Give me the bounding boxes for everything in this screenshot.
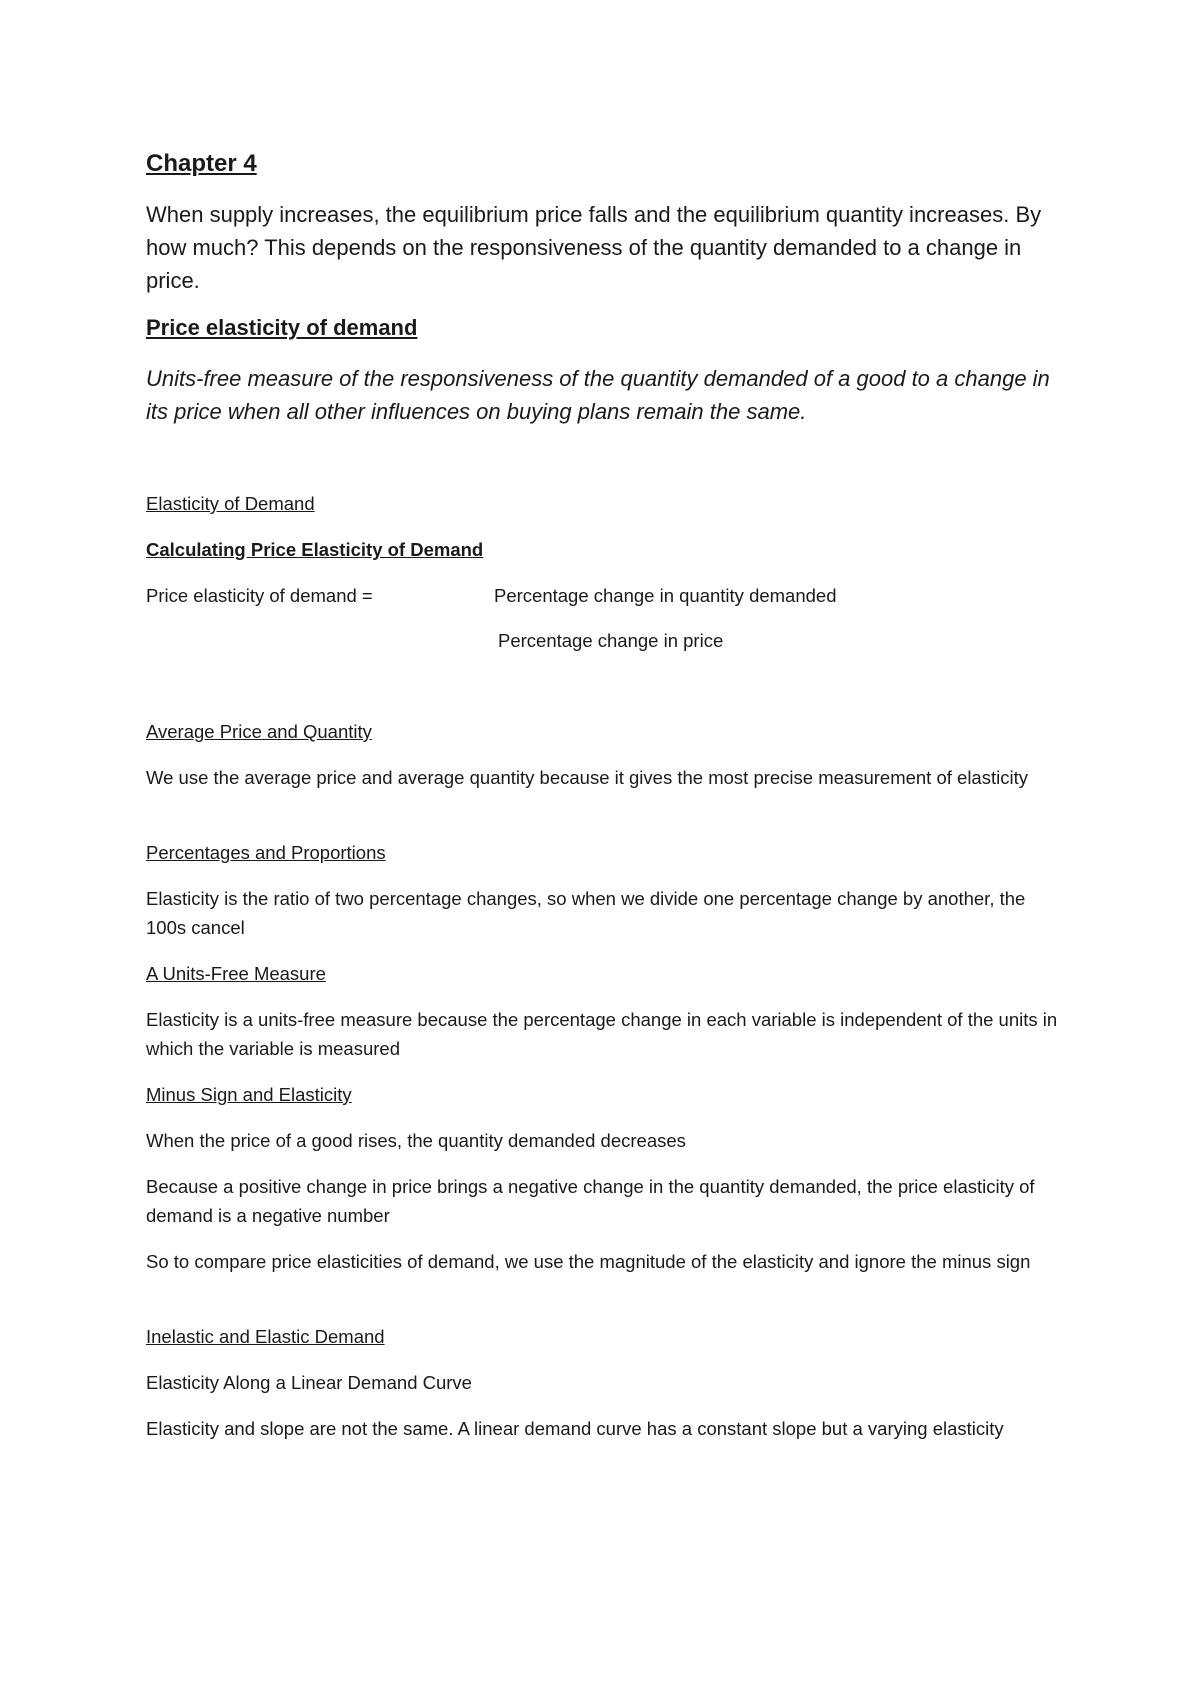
chapter-title: Chapter 4 xyxy=(146,150,257,177)
formula-left: Price elasticity of demand = xyxy=(146,585,373,606)
units-text: Elasticity is a units-free measure because the percentage change in each variable is independent of the units in which the variable is measured xyxy=(146,1009,1058,1059)
pct-heading: Percentages and Proportions xyxy=(146,842,386,863)
linear-text: Elasticity and slope are not the same. A linear demand curve has a constant slope but a varying elasticity xyxy=(146,1418,1004,1439)
intro-paragraph: When supply increases, the equilibrium price falls and the equilibrium quantity increases. By how much? This depends on the responsiveness of the quantity demanded to a change in price. xyxy=(146,202,1042,293)
pct-text: Elasticity is the ratio of two percentage changes, so when we divide one percentage change by another, the 100s cancel xyxy=(146,888,1026,938)
inelastic-heading: Inelastic and Elastic Demand xyxy=(146,1326,385,1347)
ped-heading: Price elasticity of demand xyxy=(146,315,418,340)
ped-definition: Units-free measure of the responsiveness of the quantity demanded of a good to a change in its price when all other influences on buying plans remain the same. xyxy=(146,366,1050,424)
elasticity-heading: Elasticity of Demand xyxy=(146,493,315,514)
minus-text-1: When the price of a good rises, the quantity demanded decreases xyxy=(146,1130,686,1151)
units-heading: A Units-Free Measure xyxy=(146,963,326,984)
calc-heading: Calculating Price Elasticity of Demand xyxy=(146,539,484,560)
avg-heading: Average Price and Quantity xyxy=(146,721,372,742)
minus-text-2: Because a positive change in price brings a negative change in the quantity demanded, the price elasticity of demand is a negative number xyxy=(146,1176,1035,1226)
formula-denominator: Percentage change in price xyxy=(498,630,724,651)
linear-heading: Elasticity Along a Linear Demand Curve xyxy=(146,1372,472,1393)
formula-numerator: Percentage change in quantity demanded xyxy=(494,585,837,606)
minus-heading: Minus Sign and Elasticity xyxy=(146,1084,352,1105)
minus-text-3: So to compare price elasticities of demand, we use the magnitude of the elasticity and ignore the minus sign xyxy=(146,1251,1031,1272)
avg-text: We use the average price and average quantity because it gives the most precise measurement of elasticity xyxy=(146,767,1028,788)
